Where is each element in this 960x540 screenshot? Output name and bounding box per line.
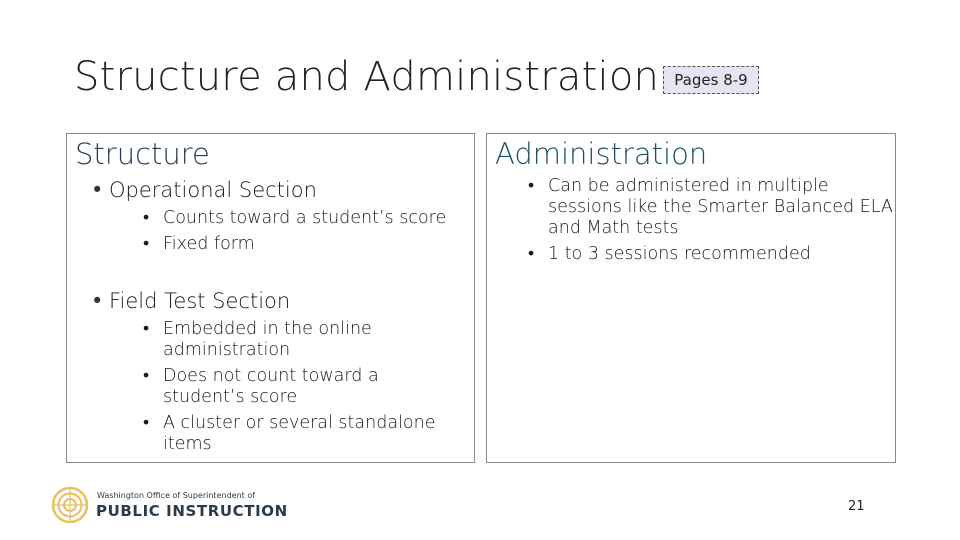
bullet-icon: • <box>528 176 535 196</box>
list-item: • Embedded in the online administration <box>143 319 372 360</box>
list-item: • Can be administered in multiple sessions like the Smarter Balanced ELA and Math tests <box>528 176 893 238</box>
list-item: • Counts toward a student’s score <box>143 208 447 228</box>
administration-heading: Administration <box>495 137 708 171</box>
list-item: • Does not count toward a student’s score <box>143 366 379 407</box>
list-item: • A cluster or several standalone items <box>143 413 436 454</box>
field-test-section <box>91 289 469 460</box>
bullet-icon: • <box>143 366 150 386</box>
bullet-icon: • <box>143 413 150 433</box>
list-item: • 1 to 3 sessions recommended <box>528 244 811 264</box>
structure-heading: Structure <box>75 137 210 171</box>
bullet-icon: • <box>91 178 104 202</box>
structure-box <box>66 133 475 463</box>
administration-box <box>486 133 896 463</box>
slide-title: Structure and Administration <box>74 54 660 100</box>
page-number: 21 <box>848 499 865 514</box>
operational-section <box>91 178 459 260</box>
bullet-icon: • <box>143 208 150 228</box>
bullet-icon: • <box>143 234 150 254</box>
field-test-section-label: Field Test Section <box>109 289 291 313</box>
bullet-icon: • <box>528 244 535 264</box>
logo-line1: Washington Office of Superintendent of <box>97 491 256 500</box>
bullet-icon: • <box>91 289 104 313</box>
bullet-icon: • <box>143 319 150 339</box>
logo-line2: PUBLIC INSTRUCTION <box>96 502 288 520</box>
operational-section-label: Operational Section <box>109 178 317 202</box>
ospi-logo-icon <box>52 487 88 523</box>
list-item: • Fixed form <box>143 234 255 254</box>
pages-tag: Pages 8-9 <box>663 66 759 94</box>
